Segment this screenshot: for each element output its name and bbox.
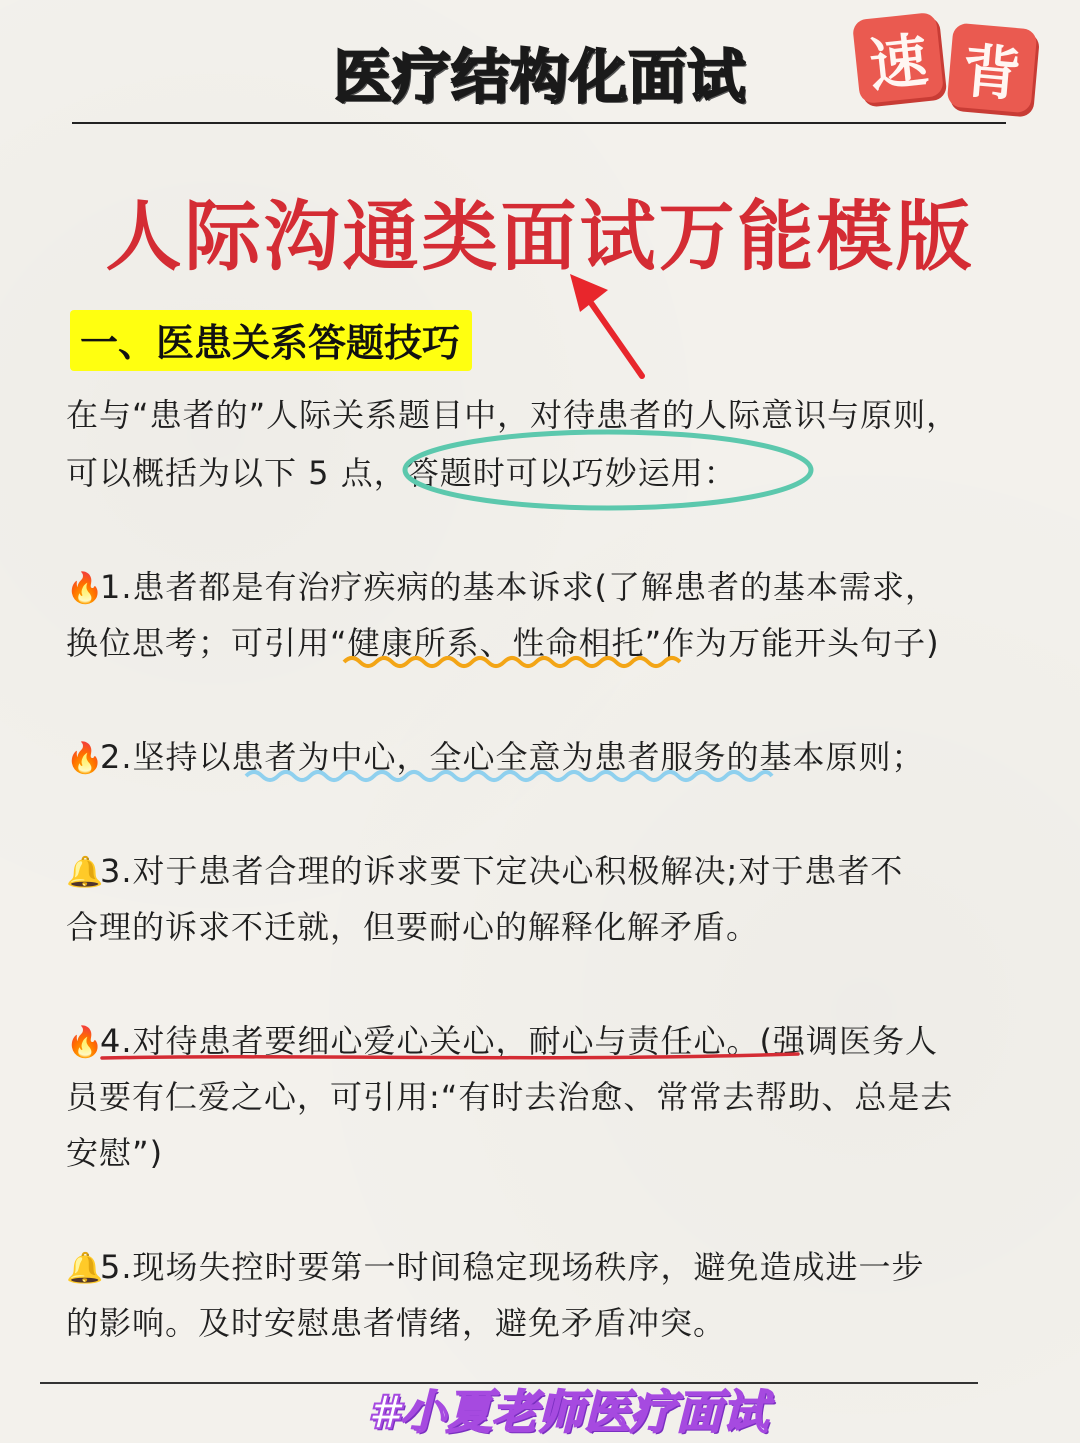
header-title: 医疗结构化面试 xyxy=(333,43,747,111)
point-5-line-2: 的影响。及时安慰患者情绪，避免矛盾冲突。 xyxy=(66,1304,727,1342)
orange-wave-underline xyxy=(342,654,694,670)
point-4-line-3: 安慰”) xyxy=(66,1134,164,1172)
red-underline xyxy=(100,1050,800,1064)
header-divider xyxy=(72,122,1006,124)
point-3-line-2: 合理的诉求不迁就，但要耐心的解释化解矛盾。 xyxy=(66,908,760,946)
red-arrow-icon xyxy=(560,270,660,380)
footer-hashtag[interactable]: #小夏老师医疗面试 xyxy=(368,1385,769,1439)
fire-icon: 🔥 xyxy=(66,1025,105,1060)
section-heading: 一、医患关系答题技巧 xyxy=(70,310,472,371)
blue-wave-underline xyxy=(244,768,774,784)
badge-memorize: 背 xyxy=(946,22,1037,113)
badge-speed: 速 xyxy=(852,12,944,104)
point-4-line-1: 🔥4.对待患者要细心爱心关心，耐心与责任心。(强调医务人 xyxy=(66,1022,939,1060)
intro-line-2: 可以概括为以下 5 点，答题时可以巧妙运用： xyxy=(66,454,737,492)
point-5-line-1: 🔔5.现场失控时要第一时间稳定现场秩序，避免造成进一步 xyxy=(66,1248,925,1286)
bell-icon: 🔔 xyxy=(66,855,105,890)
fire-icon: 🔥 xyxy=(66,741,105,776)
point-1-line-1: 🔥1.患者都是有治疗疾病的基本诉求(了解患者的基本需求， xyxy=(66,568,939,606)
main-title: 人际沟通类面试万能模版 xyxy=(105,192,975,281)
intro-line-1: 在与“患者的”人际关系题目中，对待患者的人际意识与原则， xyxy=(66,396,960,434)
fire-icon: 🔥 xyxy=(66,571,105,606)
point-2-line-1: 🔥2.坚持以患者为中心，全心全意为患者服务的基本原则； xyxy=(66,738,925,776)
point-3-line-1: 🔔3.对于患者合理的诉求要下定决心积极解决;对于患者不 xyxy=(66,852,904,890)
bell-icon: 🔔 xyxy=(66,1251,105,1286)
point-1-line-2: 换位思考；可引用“健康所系、性命相托”作为万能开头句子) xyxy=(66,624,940,662)
teal-ellipse-highlight xyxy=(398,424,818,516)
point-4-line-2: 员要有仁爱之心，可引用:“有时去治愈、常常去帮助、总是去 xyxy=(66,1078,954,1116)
